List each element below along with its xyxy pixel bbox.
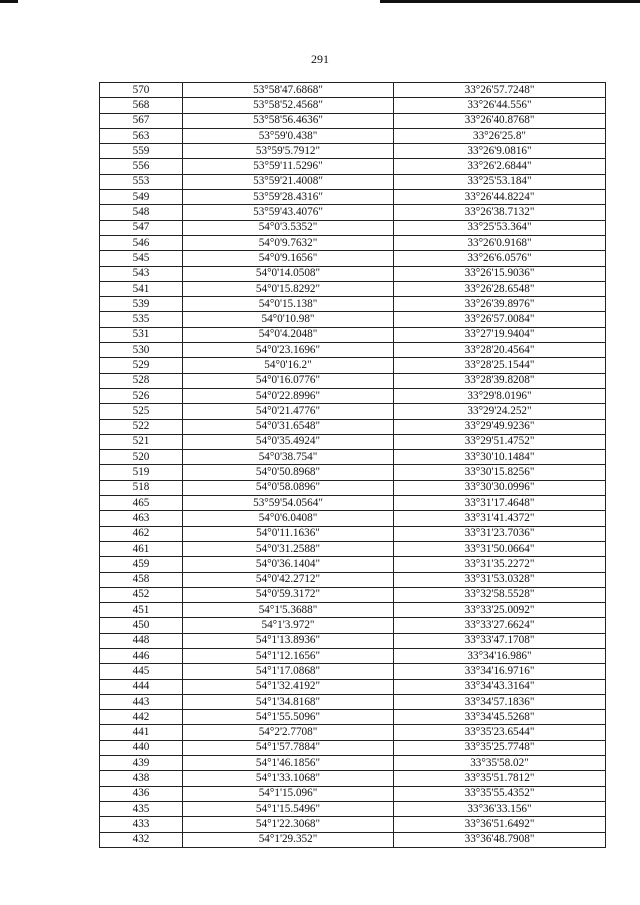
latitude-cell: 54°1'12.1656" <box>183 648 394 663</box>
point-number-cell: 461 <box>100 541 183 556</box>
table-row <box>100 572 606 587</box>
point-number-cell: 438 <box>100 771 183 786</box>
point-number-cell: 442 <box>100 710 183 725</box>
page-number: 291 <box>311 52 329 66</box>
point-number-cell: 465 <box>100 496 183 511</box>
latitude-cell: 54°1'17.0868" <box>183 664 394 679</box>
point-number-cell: 452 <box>100 587 183 602</box>
table-row <box>100 128 606 143</box>
table-row <box>100 343 606 358</box>
point-number-cell: 522 <box>100 419 183 434</box>
latitude-cell: 54°0'22.8996" <box>183 388 394 403</box>
point-number-cell: 435 <box>100 801 183 816</box>
longitude-cell: 33°29'49.9236" <box>394 419 606 434</box>
point-number-cell: 559 <box>100 144 183 159</box>
table-row <box>100 694 606 709</box>
table-row <box>100 220 606 235</box>
latitude-cell: 54°0'15.8292" <box>183 281 394 296</box>
table-row <box>100 113 606 128</box>
longitude-cell: 33°35'58.02" <box>394 756 606 771</box>
table-row <box>100 817 606 832</box>
table-row <box>100 358 606 373</box>
table-row <box>100 771 606 786</box>
point-number-cell: 432 <box>100 832 183 847</box>
latitude-cell: 54°1'32.4192" <box>183 679 394 694</box>
coordinates-table-body <box>100 83 606 848</box>
point-number-cell: 545 <box>100 251 183 266</box>
point-number-cell: 520 <box>100 450 183 465</box>
latitude-cell: 54°0'9.1656" <box>183 251 394 266</box>
longitude-cell: 33°35'25.7748" <box>394 740 606 755</box>
latitude-cell: 54°0'16.2" <box>183 358 394 373</box>
longitude-cell: 33°33'47.1708" <box>394 633 606 648</box>
longitude-cell: 33°31'23.7036" <box>394 526 606 541</box>
longitude-cell: 33°34'16.9716" <box>394 664 606 679</box>
latitude-cell: 53°58'47.6868" <box>183 83 394 98</box>
table-row <box>100 297 606 312</box>
table-row <box>100 251 606 266</box>
longitude-cell: 33°31'17.4648" <box>394 496 606 511</box>
latitude-cell: 53°58'56.4636" <box>183 113 394 128</box>
latitude-cell: 54°0'11.1636" <box>183 526 394 541</box>
longitude-cell: 33°25'53.184" <box>394 174 606 189</box>
longitude-cell: 33°26'0.9168" <box>394 235 606 250</box>
table-row <box>100 786 606 801</box>
latitude-cell: 54°0'14.0508" <box>183 266 394 281</box>
point-number-cell: 433 <box>100 817 183 832</box>
longitude-cell: 33°26'15.9036" <box>394 266 606 281</box>
latitude-cell: 54°1'34.8168" <box>183 694 394 709</box>
point-number-cell: 441 <box>100 725 183 740</box>
point-number-cell: 463 <box>100 511 183 526</box>
longitude-cell: 33°35'23.6544" <box>394 725 606 740</box>
table-row <box>100 235 606 250</box>
table-row <box>100 159 606 174</box>
latitude-cell: 54°0'9.7632" <box>183 235 394 250</box>
longitude-cell: 33°26'25.8" <box>394 128 606 143</box>
latitude-cell: 53°59'0.438" <box>183 128 394 143</box>
point-number-cell: 519 <box>100 465 183 480</box>
point-number-cell: 443 <box>100 694 183 709</box>
longitude-cell: 33°35'51.7812" <box>394 771 606 786</box>
point-number-cell: 446 <box>100 648 183 663</box>
longitude-cell: 33°34'43.3164" <box>394 679 606 694</box>
point-number-cell: 543 <box>100 266 183 281</box>
table-row <box>100 174 606 189</box>
table-row <box>100 98 606 113</box>
point-number-cell: 563 <box>100 128 183 143</box>
point-number-cell: 518 <box>100 480 183 495</box>
point-number-cell: 525 <box>100 404 183 419</box>
table-row <box>100 312 606 327</box>
table-row <box>100 740 606 755</box>
longitude-cell: 33°30'10.1484" <box>394 450 606 465</box>
longitude-cell: 33°26'6.0576" <box>394 251 606 266</box>
latitude-cell: 54°0'36.1404" <box>183 557 394 572</box>
latitude-cell: 54°1'15.5496" <box>183 801 394 816</box>
table-row <box>100 541 606 556</box>
longitude-cell: 33°26'28.6548" <box>394 281 606 296</box>
table-row <box>100 465 606 480</box>
point-number-cell: 521 <box>100 434 183 449</box>
longitude-cell: 33°29'51.4752" <box>394 434 606 449</box>
latitude-cell: 53°59'5.7912" <box>183 144 394 159</box>
point-number-cell: 448 <box>100 633 183 648</box>
latitude-cell: 53°59'43.4076" <box>183 205 394 220</box>
point-number-cell: 450 <box>100 618 183 633</box>
longitude-cell: 33°28'39.8208" <box>394 373 606 388</box>
table-row <box>100 373 606 388</box>
latitude-cell: 54°1'33.1068" <box>183 771 394 786</box>
point-number-cell: 459 <box>100 557 183 572</box>
table-row <box>100 633 606 648</box>
latitude-cell: 53°59'21.4008" <box>183 174 394 189</box>
latitude-cell: 54°0'31.2588" <box>183 541 394 556</box>
latitude-cell: 54°1'57.7884" <box>183 740 394 755</box>
table-row <box>100 419 606 434</box>
latitude-cell: 54°1'22.3068" <box>183 817 394 832</box>
longitude-cell: 33°36'48.7908" <box>394 832 606 847</box>
table-row <box>100 648 606 663</box>
table-row <box>100 190 606 205</box>
latitude-cell: 54°1'46.1856" <box>183 756 394 771</box>
longitude-cell: 33°28'20.4564" <box>394 343 606 358</box>
point-number-cell: 530 <box>100 343 183 358</box>
latitude-cell: 54°2'2.7708" <box>183 725 394 740</box>
latitude-cell: 54°0'58.0896" <box>183 480 394 495</box>
longitude-cell: 33°33'27.6624" <box>394 618 606 633</box>
longitude-cell: 33°31'41.4372" <box>394 511 606 526</box>
point-number-cell: 548 <box>100 205 183 220</box>
table-row <box>100 434 606 449</box>
table-row <box>100 281 606 296</box>
longitude-cell: 33°34'45.5268" <box>394 710 606 725</box>
point-number-cell: 531 <box>100 327 183 342</box>
point-number-cell: 445 <box>100 664 183 679</box>
latitude-cell: 54°0'59.3172" <box>183 587 394 602</box>
longitude-cell: 33°30'30.0996" <box>394 480 606 495</box>
table-row <box>100 679 606 694</box>
latitude-cell: 54°0'6.0408" <box>183 511 394 526</box>
latitude-cell: 54°0'31.6548" <box>183 419 394 434</box>
table-row <box>100 664 606 679</box>
point-number-cell: 541 <box>100 281 183 296</box>
longitude-cell: 33°29'8.0196" <box>394 388 606 403</box>
latitude-cell: 54°1'15.096" <box>183 786 394 801</box>
longitude-cell: 33°28'25.1544" <box>394 358 606 373</box>
table-row <box>100 83 606 98</box>
point-number-cell: 436 <box>100 786 183 801</box>
latitude-cell: 54°0'10.98" <box>183 312 394 327</box>
latitude-cell: 54°0'4.2048" <box>183 327 394 342</box>
point-number-cell: 553 <box>100 174 183 189</box>
point-number-cell: 451 <box>100 603 183 618</box>
table-row <box>100 266 606 281</box>
latitude-cell: 54°0'16.0776" <box>183 373 394 388</box>
point-number-cell: 568 <box>100 98 183 113</box>
table-row <box>100 618 606 633</box>
latitude-cell: 54°1'3.972" <box>183 618 394 633</box>
longitude-cell: 33°26'57.7248" <box>394 83 606 98</box>
latitude-cell: 54°1'5.3688" <box>183 603 394 618</box>
table-row <box>100 832 606 847</box>
latitude-cell: 54°0'35.4924" <box>183 434 394 449</box>
latitude-cell: 53°59'11.5296" <box>183 159 394 174</box>
point-number-cell: 529 <box>100 358 183 373</box>
latitude-cell: 54°0'23.1696" <box>183 343 394 358</box>
longitude-cell: 33°34'57.1836" <box>394 694 606 709</box>
point-number-cell: 547 <box>100 220 183 235</box>
point-number-cell: 440 <box>100 740 183 755</box>
table-row <box>100 388 606 403</box>
point-number-cell: 444 <box>100 679 183 694</box>
point-number-cell: 439 <box>100 756 183 771</box>
latitude-cell: 54°1'55.5096" <box>183 710 394 725</box>
longitude-cell: 33°26'44.8224" <box>394 190 606 205</box>
table-row <box>100 587 606 602</box>
latitude-cell: 54°0'21.4776" <box>183 404 394 419</box>
longitude-cell: 33°31'50.0664" <box>394 541 606 556</box>
longitude-cell: 33°27'19.9404" <box>394 327 606 342</box>
longitude-cell: 33°25'53.364" <box>394 220 606 235</box>
table-row <box>100 480 606 495</box>
longitude-cell: 33°32'58.5528" <box>394 587 606 602</box>
point-number-cell: 570 <box>100 83 183 98</box>
longitude-cell: 33°36'33.156" <box>394 801 606 816</box>
latitude-cell: 53°58'52.4568" <box>183 98 394 113</box>
point-number-cell: 556 <box>100 159 183 174</box>
longitude-cell: 33°26'9.0816" <box>394 144 606 159</box>
latitude-cell: 54°0'50.8968" <box>183 465 394 480</box>
latitude-cell: 53°59'54.0564" <box>183 496 394 511</box>
point-number-cell: 528 <box>100 373 183 388</box>
table-row <box>100 205 606 220</box>
point-number-cell: 535 <box>100 312 183 327</box>
latitude-cell: 53°59'28.4316" <box>183 190 394 205</box>
longitude-cell: 33°31'53.0328" <box>394 572 606 587</box>
table-row <box>100 144 606 159</box>
point-number-cell: 462 <box>100 526 183 541</box>
longitude-cell: 33°30'15.8256" <box>394 465 606 480</box>
table-row <box>100 725 606 740</box>
coordinates-table <box>99 82 606 848</box>
longitude-cell: 33°36'51.6492" <box>394 817 606 832</box>
longitude-cell: 33°26'44.556" <box>394 98 606 113</box>
table-row <box>100 603 606 618</box>
table-row <box>100 557 606 572</box>
table-row <box>100 710 606 725</box>
top-rule-right <box>380 0 640 3</box>
point-number-cell: 549 <box>100 190 183 205</box>
latitude-cell: 54°0'42.2712" <box>183 572 394 587</box>
table-row <box>100 496 606 511</box>
table-row <box>100 450 606 465</box>
table-row <box>100 801 606 816</box>
longitude-cell: 33°34'16.986" <box>394 648 606 663</box>
longitude-cell: 33°31'35.2272" <box>394 557 606 572</box>
table-row <box>100 756 606 771</box>
latitude-cell: 54°1'29.352" <box>183 832 394 847</box>
table-row <box>100 327 606 342</box>
longitude-cell: 33°26'38.7132" <box>394 205 606 220</box>
table-row <box>100 526 606 541</box>
table-row <box>100 404 606 419</box>
latitude-cell: 54°0'15.138" <box>183 297 394 312</box>
point-number-cell: 526 <box>100 388 183 403</box>
longitude-cell: 33°29'24.252" <box>394 404 606 419</box>
longitude-cell: 33°26'39.8976" <box>394 297 606 312</box>
table-row <box>100 511 606 526</box>
latitude-cell: 54°0'38.754" <box>183 450 394 465</box>
top-rule-left <box>0 0 18 3</box>
point-number-cell: 539 <box>100 297 183 312</box>
latitude-cell: 54°1'13.8936" <box>183 633 394 648</box>
longitude-cell: 33°26'40.8768" <box>394 113 606 128</box>
longitude-cell: 33°26'2.6844" <box>394 159 606 174</box>
longitude-cell: 33°35'55.4352" <box>394 786 606 801</box>
longitude-cell: 33°33'25.0092" <box>394 603 606 618</box>
point-number-cell: 567 <box>100 113 183 128</box>
point-number-cell: 458 <box>100 572 183 587</box>
point-number-cell: 546 <box>100 235 183 250</box>
longitude-cell: 33°26'57.0084" <box>394 312 606 327</box>
latitude-cell: 54°0'3.5352" <box>183 220 394 235</box>
